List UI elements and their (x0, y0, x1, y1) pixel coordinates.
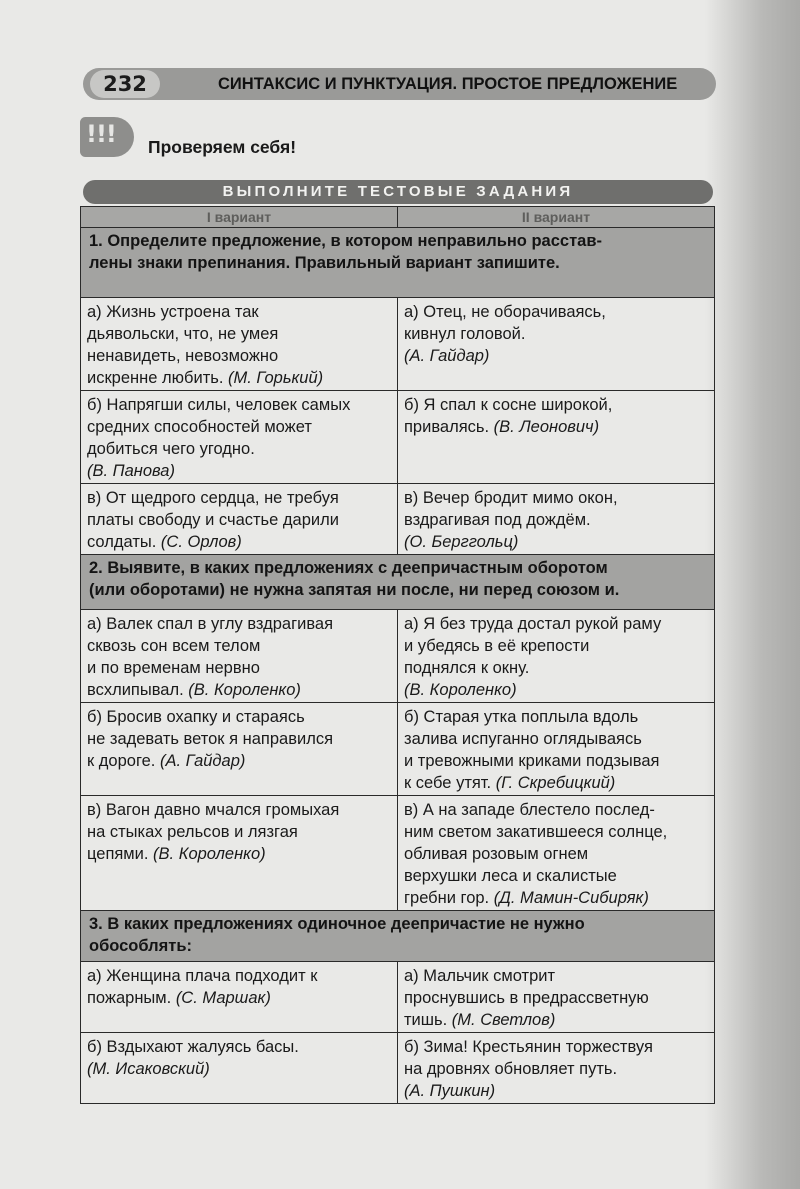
answer-cell (81, 484, 398, 555)
answer-line: привалясь. (404, 418, 494, 436)
answer-cell (81, 610, 398, 703)
answer-line: а) Жизнь устроена так (87, 303, 259, 321)
answer-line: к себе утят. (404, 774, 496, 792)
answer-cell (81, 962, 398, 1033)
answer-line: и тревожными криками подзывая (404, 752, 660, 770)
answer-line: вздрагивая под дождём. (404, 511, 591, 529)
answer-line: верхушки леса и скалистые (404, 867, 617, 885)
author-citation: (М. Светлов) (451, 1011, 556, 1029)
section-heading: Проверяем себя! (148, 137, 297, 157)
answer-line: сквозь сон всем телом (87, 637, 261, 655)
answer-line: проснувшись в предрассветную (404, 989, 649, 1007)
page-number: 232 (90, 70, 160, 98)
answer-line: на дровнях обновляет путь. (404, 1060, 618, 1078)
column-header-variant-1: I вариант (81, 207, 398, 228)
answer-line: гребни гор. (404, 889, 494, 907)
author-citation: (М. Горький) (228, 369, 324, 387)
question-2-prompt (81, 555, 715, 610)
answer-cell (81, 796, 398, 911)
prompt-line: лены знаки препинания. Правильный вариант запишите. (89, 254, 560, 272)
answer-line: поднялся к окну. (404, 659, 530, 677)
prompt-line: обособлять: (89, 937, 192, 955)
prompt-line: (или оборотами) не нужна запятая ни после, ни перед союзом и. (89, 581, 620, 599)
answer-line: в) Вечер бродит мимо окон, (404, 489, 618, 507)
answer-line: а) Я без труда достал рукой раму (404, 615, 662, 633)
test-table (80, 206, 715, 1104)
answer-line: ним светом закатившееся солнце, (404, 823, 668, 841)
answer-cell (81, 1033, 398, 1104)
answer-line: а) Мальчик смотрит (404, 967, 556, 985)
answer-line: а) Отец, не оборачиваясь, (404, 303, 606, 321)
exclamation-icon (80, 117, 134, 157)
answer-line: а) Женщина плача подходит к (87, 967, 318, 985)
answer-line: к дороге. (87, 752, 160, 770)
answer-line: б) Бросив охапку и стараясь (87, 708, 305, 726)
author-citation: (В. Короленко) (153, 845, 266, 863)
answer-cell (398, 484, 715, 555)
answer-line: б) Зима! Крестьянин торжествуя (404, 1038, 653, 1056)
answer-cell (398, 391, 715, 484)
answer-line: добиться чего угодно. (87, 440, 255, 458)
answer-line: в) Вагон давно мчался громыхая (87, 801, 340, 819)
answer-line: и убедясь в её крепости (404, 637, 590, 655)
test-banner: ВЫПОЛНИТЕ ТЕСТОВЫЕ ЗАДАНИЯ (83, 180, 713, 204)
author-citation: (А. Пушкин) (404, 1082, 496, 1100)
answer-line: солдаты. (87, 533, 161, 551)
chapter-title: СИНТАКСИС И ПУНКТУАЦИЯ. ПРОСТОЕ ПРЕДЛОЖЕНИЕ (218, 75, 678, 93)
answer-line: б) Старая утка поплыла вдоль (404, 708, 639, 726)
answer-cell (81, 298, 398, 391)
answer-line: не задевать веток я направился (87, 730, 334, 748)
author-citation: (С. Орлов) (160, 533, 242, 551)
answer-cell (398, 962, 715, 1033)
answer-line: искренне любить. (87, 369, 229, 387)
answer-cell (81, 703, 398, 796)
answer-cell (398, 796, 715, 911)
answer-line: тишь. (404, 1011, 452, 1029)
answer-line: цепями. (87, 845, 154, 863)
author-citation: (А. Гайдар) (404, 347, 490, 365)
answer-line: средних способностей может (87, 418, 312, 436)
answer-line: всхлипывал. (87, 681, 189, 699)
answer-line: а) Валек спал в углу вздрагивая (87, 615, 334, 633)
answer-cell (81, 391, 398, 484)
author-citation: (М. Исаковский) (87, 1060, 210, 1078)
author-citation: (Г. Скребицкий) (495, 774, 616, 792)
author-citation: (А. Гайдар) (159, 752, 246, 770)
author-citation: (С. Маршак) (175, 989, 271, 1007)
author-citation: (В. Панова) (87, 462, 175, 480)
answer-line: в) А на западе блестело послед- (404, 801, 655, 819)
answer-line: б) Я спал к сосне широкой, (404, 396, 613, 414)
prompt-line: 3. В каких предложениях одиночное деепричастие не нужно (89, 915, 585, 933)
answer-line: на стыках рельсов и лязгая (87, 823, 298, 841)
answer-line: ненавидеть, невозможно (87, 347, 279, 365)
author-citation: (В. Короленко) (404, 681, 517, 699)
column-header-variant-2: II вариант (398, 207, 715, 228)
answer-line: обливая розовым огнем (404, 845, 589, 863)
prompt-line: 1. Определите предложение, в котором неправильно расстав- (89, 232, 602, 250)
question-1-prompt (81, 228, 715, 298)
answer-cell (398, 298, 715, 391)
answer-line: кивнул головой. (404, 325, 526, 343)
answer-line: в) От щедрого сердца, не требуя (87, 489, 339, 507)
answer-line: б) Напрягши силы, человек самых (87, 396, 351, 414)
answer-line: дьявольски, что, не умея (87, 325, 279, 343)
author-citation: (В. Короленко) (188, 681, 301, 699)
question-3-prompt (81, 911, 715, 962)
exclamation-icon-text: !!! (86, 120, 116, 148)
answer-line: и по временам нервно (87, 659, 260, 677)
author-citation: (Д. Мамин-Сибиряк) (493, 889, 649, 907)
author-citation: (В. Леонович) (493, 418, 600, 436)
author-citation: (О. Берггольц) (404, 533, 519, 551)
answer-cell (398, 610, 715, 703)
answer-line: пожарным. (87, 989, 176, 1007)
page-edge-shadow (705, 0, 800, 1189)
answer-line: платы свободу и счастье дарили (87, 511, 339, 529)
answer-cell (398, 1033, 715, 1104)
prompt-line: 2. Выявите, в каких предложениях с деепричастным оборотом (89, 559, 608, 577)
answer-line: залива испуганно оглядываясь (404, 730, 642, 748)
answer-line: б) Вздыхают жалуясь басы. (87, 1038, 299, 1056)
answer-cell (398, 703, 715, 796)
